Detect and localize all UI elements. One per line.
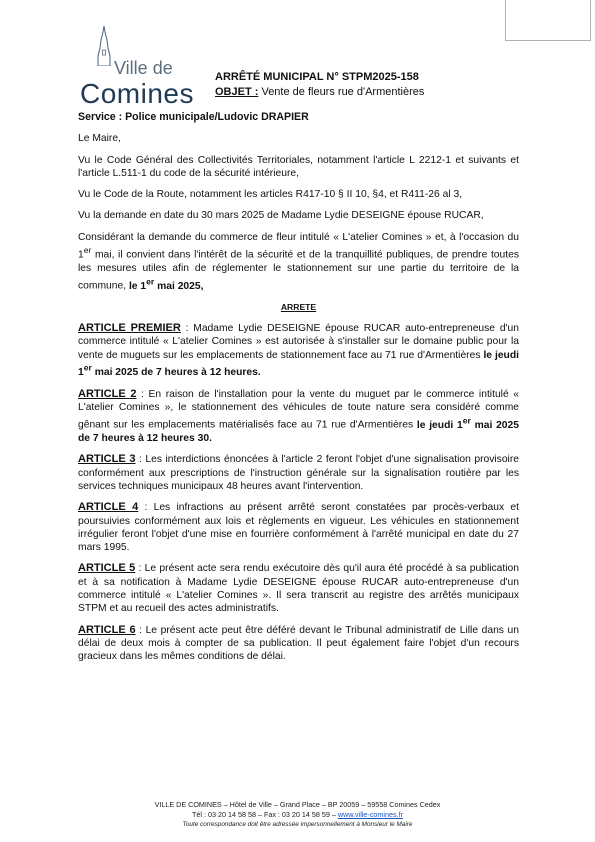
considerant-sup: er	[83, 245, 92, 256]
article-1-label: ARTICLE PREMIER	[78, 322, 181, 335]
article-6	[78, 624, 519, 664]
logo-text-comines: Comines	[80, 78, 194, 109]
maire-line: Le Maire,	[78, 133, 121, 145]
logo-text-ville: Ville de	[114, 58, 173, 78]
article-2-date-a: le jeudi 1	[416, 419, 463, 431]
article-3	[78, 453, 519, 493]
considerant-date	[128, 276, 204, 292]
article-2-date-sup: er	[462, 415, 471, 426]
service-line: Service : Police municipale/Ludovic DRAPIER	[78, 111, 309, 123]
vu-code-route: Vu le Code de la Route, notamment les articles R417-10 § II 10, §4, et R411-26 al 3,	[78, 189, 463, 201]
article-4-label: ARTICLE 4	[78, 501, 139, 514]
document-header	[215, 70, 515, 100]
footer-address: VILLE DE COMINES – Hôtel de Ville – Grand Place – BP 20059 – 59558 Comines Cedex	[154, 800, 441, 809]
footer-notice: Toute correspondance doit être adressée impersonnellement à Monsieur le Maire	[182, 821, 413, 828]
article-1-text: : Madame Lydie DESEIGNE épouse RUCAR auto-entrepreneuse d'un commerce intitulé « L'atelier Comines » est autorisée à s'installer sur le domaine public pour la vente de muguets sur les emplacements de stationnement face au 71 rue d'Armentières	[78, 323, 519, 361]
article-2	[78, 388, 519, 446]
article-2-label: ARTICLE 2	[78, 387, 137, 400]
document-body	[78, 111, 519, 671]
city-logo	[78, 26, 198, 108]
article-6-label: ARTICLE 6	[78, 623, 136, 636]
article-5-text: : Le présent acte sera rendu exécutoire dès qu'il aura été procédé à sa publication et à sa notification à Madame Lydie DESEIGNE épouse RUCAR auto-entrepreneuse d'un commerce intitulé « L'atelier Comines ». Il sera transcrit au registre des arrêtés municipaux STPM et au recueil des actes administratifs.	[78, 563, 519, 615]
considerant-date-sup: er	[146, 276, 155, 287]
considerant	[78, 231, 519, 293]
footer-phone: Tél : 03 20 14 58 58 – Fax : 03 20 14 58 59 –	[192, 810, 338, 819]
objet-text: Vente de fleurs rue d'Armentières	[258, 86, 425, 98]
page-footer	[60, 800, 535, 830]
article-4	[78, 501, 519, 554]
church-steeple-icon	[94, 26, 114, 66]
considerant-date-a: le 1	[128, 280, 147, 292]
considerant-date-b: mai 2025,	[154, 280, 204, 292]
vu-demande: Vu la demande en date du 30 mars 2025 de Madame Lydie DESEIGNE épouse RUCAR,	[78, 210, 484, 222]
stamp-box	[505, 0, 591, 41]
article-1-date-sup: er	[83, 363, 92, 373]
objet-label: OBJET :	[215, 86, 259, 98]
article-6-text: : Le présent acte peut être déféré devant le Tribunal administratif de Lille dans un délai de deux mois à compter de sa publication. Il peut également faire l'objet d'un recours gracieux dans les mêmes conditions de délai.	[78, 624, 519, 663]
footer-website-link[interactable]: www.ville-comines.fr	[337, 810, 403, 819]
footer-contact	[60, 810, 535, 820]
vu-cgct: Vu le Code Général des Collectivités Territoriales, notamment l'article L 2212-1 et suivants et l'article L.511-1 du code de la sécurité intérieure,	[78, 154, 519, 179]
objet-line	[215, 85, 515, 100]
article-5	[78, 562, 519, 615]
article-3-label: ARTICLE 3	[78, 453, 136, 466]
arrete-title: ARRÊTÉ MUNICIPAL N° STPM2025-158	[215, 71, 419, 83]
article-1-date-b: mai 2025 de 7 heures à 12 heures.	[91, 367, 261, 379]
considerant-text-b: mai, il convient dans l'intérêt de la sécurité et de la tranquillité publiques, de prendre toutes les mesures utiles afin de réglementer le stationnement sur une partie du territoire de la commune,	[78, 249, 519, 292]
article-1	[78, 322, 519, 380]
article-5-label: ARTICLE 5	[78, 562, 136, 575]
arrete-heading: ARRETE	[280, 301, 317, 312]
considerant-text-a: Considérant la demande du commerce de fleur intitulé « L'atelier Comines » et, à l'occasion du 1	[78, 231, 519, 261]
article-2-text: : En raison de l'installation pour la vente du muguet par le commerce intitulé « L'atelier Comines », le stationnement des véhicules de toute nature sera considéré comme gênant sur les emplacements matérialisés face au 71 rue d'Armentières	[78, 388, 519, 431]
article-3-text: : Les interdictions énoncées à l'article 2 feront l'objet d'une signalisation provisoire conformément aux prescriptions de l'instruction générale sur la signalisation routière par les services techniques municipaux 48 heures avant l'intervention.	[78, 454, 520, 492]
article-4-text: : Les infractions au présent arrêté seront constatées par procès-verbaux et poursuivies conformément aux lois et règlements en vigueur. Les véhicules en stationnement irrégulier feront l'objet d'une mise en fourrière conformément à l'arrêté municipal en date du 27 mars 1995.	[78, 502, 519, 554]
article-2-date-b: mai 2025 de 7 heures à 12 heures 30.	[78, 419, 519, 445]
article-1-date-a: le jeudi 1	[78, 349, 519, 379]
